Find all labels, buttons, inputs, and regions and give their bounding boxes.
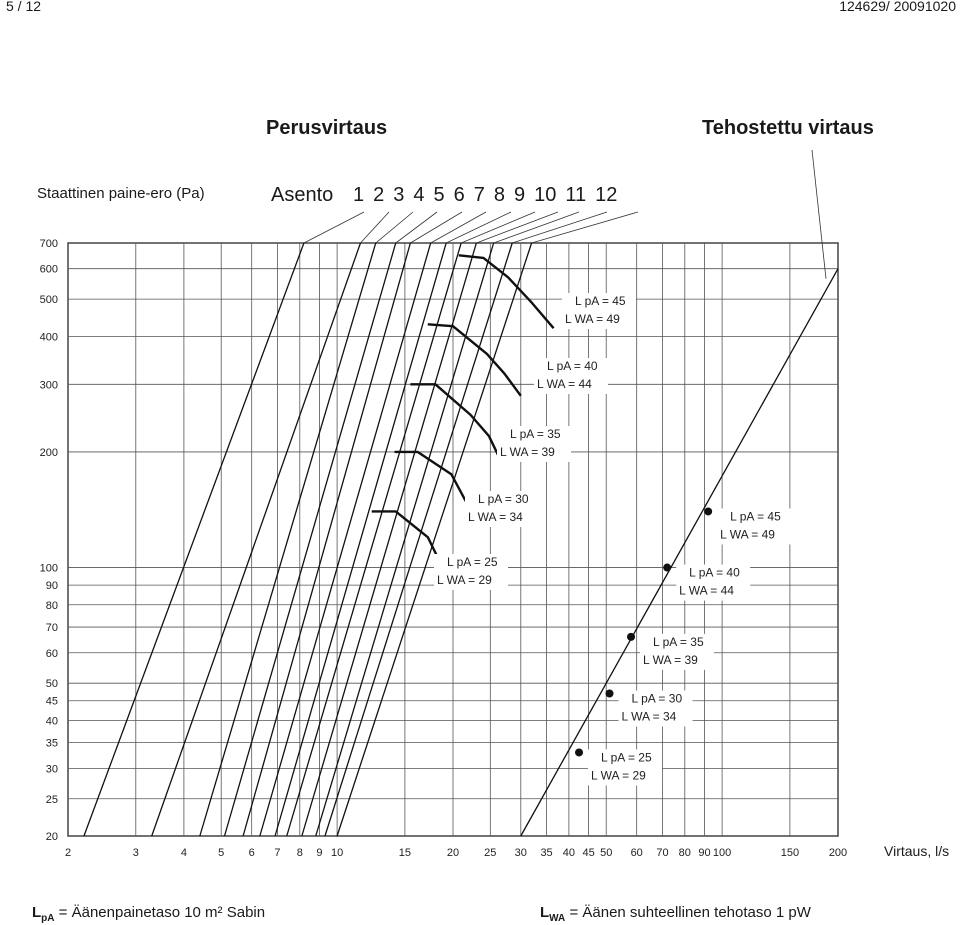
series-line — [302, 243, 476, 836]
legend-lwa — [540, 904, 811, 924]
x-tick-label: 20 — [446, 847, 460, 859]
legend-lwa-text: = Äänen suhteellinen tehotaso 1 pW — [565, 904, 811, 921]
y-axis-title: Staattinen paine-ero (Pa) — [37, 185, 205, 202]
position-11: 11 — [565, 184, 587, 206]
x-tick-label: 90 — [698, 847, 711, 859]
y-tick-label: 35 — [45, 737, 58, 750]
x-tick-label: 50 — [600, 847, 613, 859]
y-tick-label: 25 — [45, 793, 58, 806]
legend-lwa-sub: WA — [549, 913, 566, 924]
y-tick-label: 20 — [45, 831, 58, 843]
boost-label-lwa: L WA = 29 — [591, 768, 646, 783]
x-tick-label: 30 — [514, 847, 527, 859]
y-tick-label: 300 — [39, 379, 58, 392]
boosted-flow-title: Tehostettu virtaus — [702, 117, 874, 139]
position-label: Asento — [271, 184, 334, 206]
x-tick-label: 8 — [296, 847, 303, 859]
position-5: 5 — [433, 184, 445, 206]
boost-point — [704, 507, 712, 515]
y-tick-label: 70 — [45, 622, 58, 635]
legend-lpa-sub: pA — [41, 913, 55, 924]
boost-point — [627, 633, 635, 641]
position-2: 2 — [373, 184, 385, 206]
series-line — [521, 269, 838, 836]
x-tick-label: 3 — [132, 847, 139, 859]
position-3: 3 — [393, 184, 405, 206]
leader-line — [512, 212, 607, 243]
y-tick-label: 100 — [39, 562, 58, 575]
basic-label-lwa: L WA = 29 — [437, 573, 492, 587]
x-tick-label: 15 — [398, 847, 412, 859]
basic-label-lpa: L pA = 25 — [447, 555, 498, 569]
x-tick-label: 40 — [562, 847, 576, 859]
y-tick-label: 600 — [39, 263, 58, 276]
x-axis-title: Virtaus, l/s — [884, 843, 950, 859]
boost-label-lpa: L pA = 35 — [653, 634, 704, 649]
basic-label-lwa: L WA = 34 — [468, 510, 523, 524]
leader-line — [532, 212, 638, 243]
limit-curve — [459, 255, 554, 328]
leader-line — [461, 212, 535, 243]
boost-label-lwa: L WA = 49 — [720, 527, 775, 542]
boost-point — [663, 564, 671, 572]
basic-label-lpa: L pA = 40 — [547, 359, 598, 373]
basic-label-lpa: L pA = 30 — [478, 492, 529, 506]
x-tick-label: 60 — [630, 847, 643, 859]
y-tick-label: 30 — [45, 763, 58, 776]
x-tick-label: 2 — [64, 847, 72, 859]
x-tick-label: 100 — [712, 847, 732, 859]
boost-label-lpa: L pA = 25 — [601, 750, 652, 765]
boost-label-lwa: L WA = 44 — [679, 583, 734, 598]
boost-leader-line — [812, 150, 826, 279]
leader-line — [360, 212, 389, 243]
series-line — [275, 243, 446, 836]
x-tick-label: 5 — [218, 847, 225, 859]
series-line — [84, 243, 304, 836]
x-tick-labels — [65, 847, 847, 859]
boost-label-lwa: L WA = 34 — [621, 709, 677, 724]
leader-line — [396, 212, 437, 243]
x-tick-label: 80 — [678, 847, 691, 859]
sound-level-labels — [434, 293, 791, 785]
position-1: 1 — [353, 184, 365, 206]
leader-line — [304, 212, 364, 243]
boost-label-lpa: L pA = 45 — [730, 509, 781, 524]
position-10: 10 — [534, 184, 557, 206]
series-line — [243, 243, 410, 836]
document-code: 124629/ 20091020 — [839, 0, 956, 14]
x-tick-label: 45 — [582, 847, 595, 859]
position-8: 8 — [493, 184, 505, 206]
boost-label-lwa: L WA = 39 — [643, 652, 698, 667]
position-6: 6 — [453, 184, 465, 206]
y-tick-label: 700 — [39, 238, 58, 250]
position-9: 9 — [514, 184, 526, 206]
boost-point — [606, 689, 614, 697]
basic-label-lwa: L WA = 49 — [565, 312, 620, 326]
y-tick-label: 40 — [45, 715, 58, 728]
position-4: 4 — [413, 184, 425, 206]
leader-line — [476, 212, 558, 243]
x-tick-label: 10 — [330, 847, 344, 859]
series-line — [200, 243, 376, 836]
basic-label-lwa: L WA = 44 — [537, 377, 592, 391]
x-tick-label: 7 — [274, 847, 281, 859]
y-tick-label: 500 — [39, 294, 58, 307]
page-number: 5 / 12 — [6, 0, 42, 14]
legend-lpa-text: = Äänenpainetaso 10 m² Sabin — [54, 904, 266, 921]
y-tick-label: 90 — [45, 580, 58, 593]
series-line — [325, 243, 512, 836]
leader-line — [376, 212, 413, 243]
x-tick-label: 150 — [780, 847, 800, 859]
boost-label-lpa: L pA = 40 — [689, 565, 740, 580]
y-tick-label: 45 — [45, 695, 58, 708]
y-tick-label: 50 — [45, 678, 58, 691]
x-tick-label: 4 — [180, 847, 187, 859]
y-tick-label: 400 — [39, 331, 58, 344]
basic-label-lwa: L WA = 39 — [500, 445, 555, 459]
position-7: 7 — [473, 184, 485, 206]
basic-label-lpa: L pA = 45 — [575, 294, 626, 308]
x-tick-label: 9 — [316, 847, 323, 859]
position-leader-lines — [304, 150, 826, 279]
leader-line — [410, 212, 462, 243]
legend-lpa — [32, 904, 265, 924]
legend-lpa-symbol: L — [32, 904, 42, 921]
boost-point — [575, 748, 583, 756]
x-tick-label: 200 — [828, 847, 848, 859]
x-tick-label: 25 — [484, 847, 497, 859]
limit-curves — [372, 255, 554, 585]
x-tick-label: 6 — [248, 847, 255, 859]
x-tick-label: 70 — [656, 847, 669, 859]
y-tick-labels — [40, 238, 58, 843]
boost-label-lpa: L pA = 30 — [631, 691, 683, 706]
y-tick-label: 200 — [39, 446, 58, 459]
basic-label-lpa: L pA = 35 — [510, 427, 561, 441]
series-line — [225, 243, 396, 836]
position-12: 12 — [595, 184, 618, 206]
basic-flow-title: Perusvirtaus — [266, 117, 388, 139]
leader-line — [446, 212, 511, 243]
series-line — [152, 243, 361, 836]
y-tick-label: 60 — [45, 647, 58, 660]
leader-line — [494, 212, 579, 243]
x-tick-label: 35 — [540, 847, 553, 859]
y-tick-label: 80 — [45, 599, 58, 612]
legend-lwa-symbol: L — [540, 904, 550, 921]
